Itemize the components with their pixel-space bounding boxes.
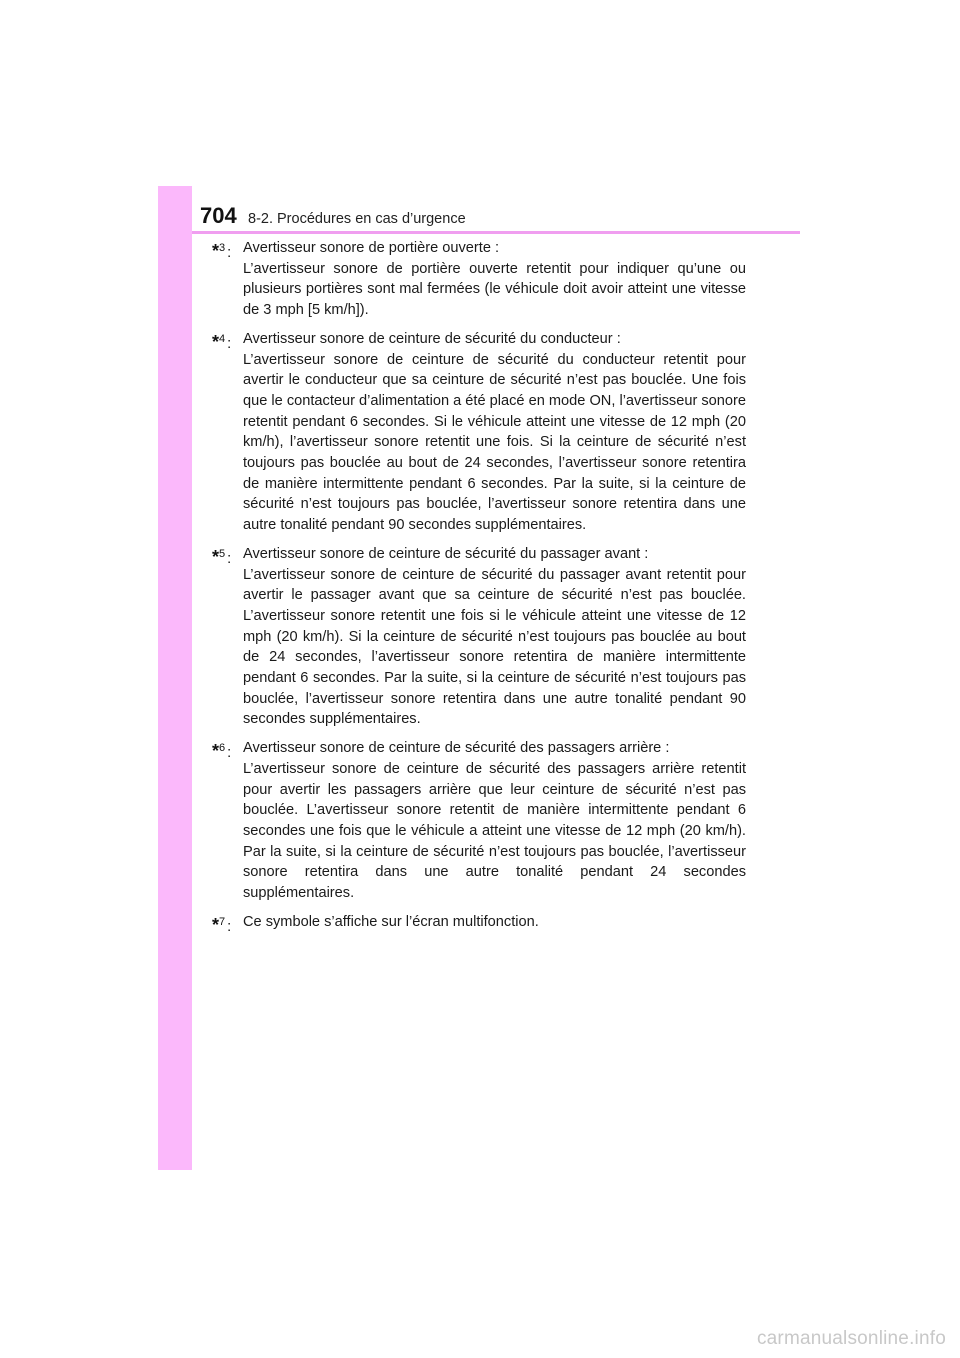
header-rule [192, 231, 800, 234]
footnote-4 [212, 329, 746, 536]
side-accent-band [158, 186, 192, 1170]
footnote-7 [212, 912, 746, 938]
footnote-marker: *$^3$ : [212, 241, 232, 261]
footnote-body: L’avertisseur sonore de ceinture de sécurité des passagers arrière retentit pour avertir les passagers arrière que leur ceinture de sécurité n’est pas bouclée. L’avertisseur sonore retentit de manière intermittente pendant 6 secondes une fois que le véhicule a atteint une vitesse de 12 mph (20 km/h). Par la suite, si la ceinture de sécurité n’est toujours pas bouclée, l’avertisseur sonore retentira dans une autre tonalité pendant 24 secondes supplémentaires. [243, 760, 746, 902]
footnote-6 [212, 738, 746, 904]
footnote-title: Avertisseur sonore de ceinture de sécurité des passagers arrière : [243, 740, 670, 757]
footnote-body: L’avertisseur sonore de portière ouverte retentit pour indiquer qu’une ou plusieurs portières sont mal fermées (le véhicule doit avoir atteint une vitesse de 3 mph [5 km/h]). [243, 260, 746, 319]
footnote-title: Avertisseur sonore de portière ouverte : [243, 240, 500, 256]
section-title: 8-2. Procédures en cas d’urgence [248, 211, 466, 227]
footnote-marker: *$^4$ : [212, 331, 232, 352]
footnote-marker: *$^5$ : [212, 546, 232, 567]
footnote-3 [212, 238, 746, 321]
footnote-5 [212, 544, 746, 730]
footnote-marker: *$^7$ : [212, 914, 232, 935]
footnote-body: L’avertisseur sonore de ceinture de sécurité du passager avant retentit pour avertir le passager avant que sa ceinture de sécurité n’est pas bouclée. L’avertisseur sonore retentit une fois si le véhicule atteint une vitesse de 12 mph (20 km/h). Si la ceinture de sécurité n’est toujours pas bouclée au bout de 24 secondes, l’avertisseur sonore retentira de manière intermittente pendant 6 secondes. Par la suite, si la ceinture de sécurité n’est toujours pas bouclée, l’avertisseur sonore retentira dans une autre tonalité pendant 90 secondes supplémentaires. [243, 566, 746, 728]
footnote-marker: *$^6$ : [212, 741, 232, 762]
footnote-title: Avertisseur sonore de ceinture de sécurité du conducteur : [243, 330, 621, 347]
footnote-title: Avertisseur sonore de ceinture de sécurité du passager avant : [243, 545, 649, 562]
page-number: 704 [200, 203, 237, 228]
footnote-title: Ce symbole s’affiche sur l’écran multifonction. [243, 913, 539, 930]
footnote-list [212, 238, 746, 946]
watermark: carmanualsonline.info [756, 1328, 946, 1349]
footnote-body: L’avertisseur sonore de ceinture de sécurité du conducteur retentit pour avertir le conducteur que sa ceinture de sécurité n’est pas bouclée. Une fois que le contacteur d’alimentation a été placé en mode ON, l’avertisseur sonore retentit pendant 6 secondes. Si le véhicule atteint une vitesse de 12 mph (20 km/h), l’avertisseur sonore retentit une fois. Si la ceinture de sécurité n’est toujours pas bouclée au bout de 24 secondes, l’avertisseur sonore retentira de manière intermittente pendant 6 secondes. Par la suite, si la ceinture de sécurité n’est toujours pas bouclée, l’avertisseur sonore retentira dans une autre tonalité pendant 90 secondes supplémentaires. [243, 351, 746, 534]
